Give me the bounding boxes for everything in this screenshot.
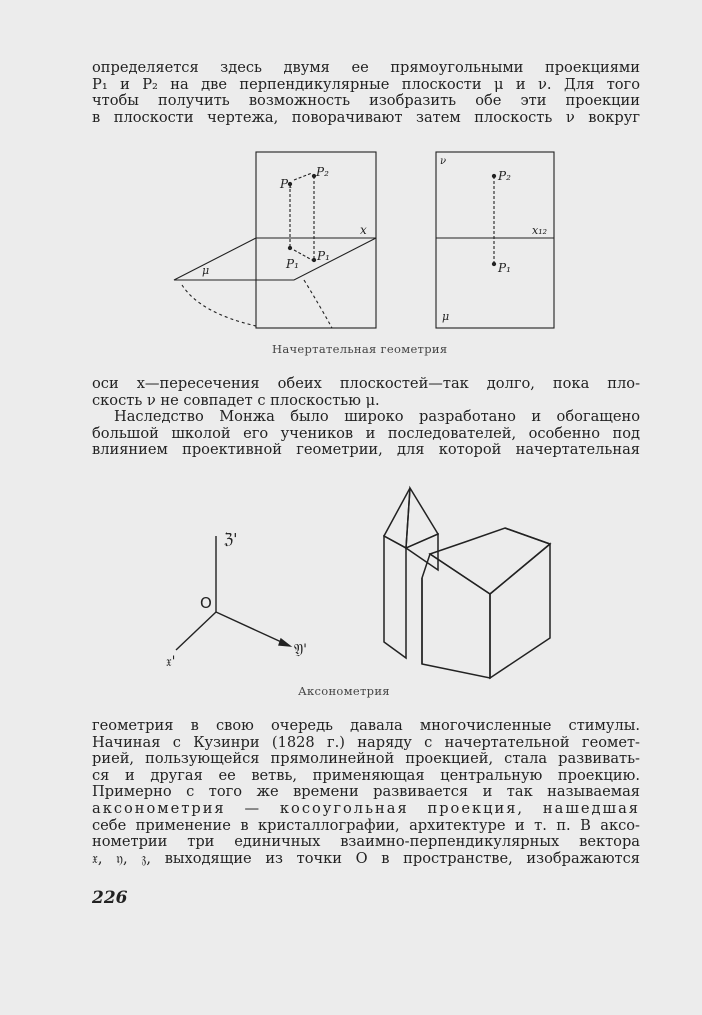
text-line: чтобы получить возможность изобразить обе эти проекции [92,93,640,110]
label-p1-bottom: P₁ [286,257,299,271]
paragraph-bottom [92,718,640,867]
tower-right-face [406,534,438,570]
tower-left-face [384,536,406,658]
text-line: Наследство Монжа было широко разработано и обогащено [114,409,640,426]
label-mu: μ [202,264,210,277]
roof-edge [505,528,550,544]
block-side-face [490,544,550,678]
label-mu-right: μ [442,310,450,323]
text-line: определяется здесь двумя ее прямоугольными проекциями [92,60,640,76]
text-line: влиянием проективной геометрии, для которой начертательная [92,442,640,459]
label-origin: O [200,594,212,612]
text-line: нометрии три единичных взаимно-перпендикулярных вектора [92,834,640,851]
arrow-head [279,639,290,646]
text-line: большой школой его учеников и последователей, особенно под [92,425,640,442]
label-p2-left: P₂ [316,165,329,179]
text-line: Примерно с того же времени развивается и так называемая [92,784,640,801]
building-drawing [384,488,550,678]
label-x: x [360,223,367,237]
point-marker [492,262,495,265]
spire-right-face [406,488,438,548]
label-axis-x: 𝔵' [166,654,176,670]
label-p1-plane: P₁ [317,249,330,263]
point-marker [288,246,291,249]
text-line: рией, пользующейся прямолинейной проекцией, стала развивать- [92,751,640,768]
label-nu: ν [440,156,447,167]
text-line: Начиная с Кузинри (1828 г.) наряду с начертательной геомет- [92,734,640,751]
axonometry-figure [160,482,580,682]
text-line: скость ν не совпадет с плоскостью μ. [92,392,380,409]
text-line: 𝔵, 𝔶, 𝔷, выходящие из точки O в пространстве, изображаются [92,850,640,867]
axis-y [216,612,290,646]
paragraph-top [92,60,640,126]
text-line: оси x—пересечения обеих плоскостей—так долго, пока пло- [92,376,640,392]
descriptive-geometry-figure [170,148,570,338]
label-p1-left: P₁ [280,177,293,191]
label-p2-right: P₂ [498,169,511,183]
label-axis-y: 𝔜' [294,642,308,658]
rotation-arc-2 [304,280,332,328]
block-front-face [422,554,490,678]
point-marker [312,258,315,261]
text-line: аксонометрия — косоугольная проекция, нашедшая [92,800,640,817]
label-axis-z: ℨ' [224,530,238,548]
paragraph-middle [92,376,640,459]
rotation-arc-1 [182,285,256,326]
point-marker [492,174,495,177]
label-x12: x₁₂ [532,224,548,237]
page-number: 226 [92,888,128,908]
figure1-caption: Начертательная геометрия [272,342,448,356]
text-line: P₁ и P₂ на две перпендикулярные плоскости μ и ν. Для того [92,76,640,93]
axis-x [176,612,216,650]
label-p1-right: P₁ [498,261,511,275]
combined-plane-frame [436,152,554,328]
text-line: геометрия в свою очередь давала многочисленные стимулы. [92,718,640,734]
text-line: в плоскости чертежа, поворачивают затем плоскость ν вокруг [92,109,640,126]
text-line: себе применение в кристаллографии, архитектуре и т. п. В аксо- [92,817,640,834]
text-line: ся и другая ее ветвь, применяющая центральную проекцию. [92,767,640,784]
figure2-caption: Аксонометрия [298,684,390,698]
projector-line [294,173,312,180]
